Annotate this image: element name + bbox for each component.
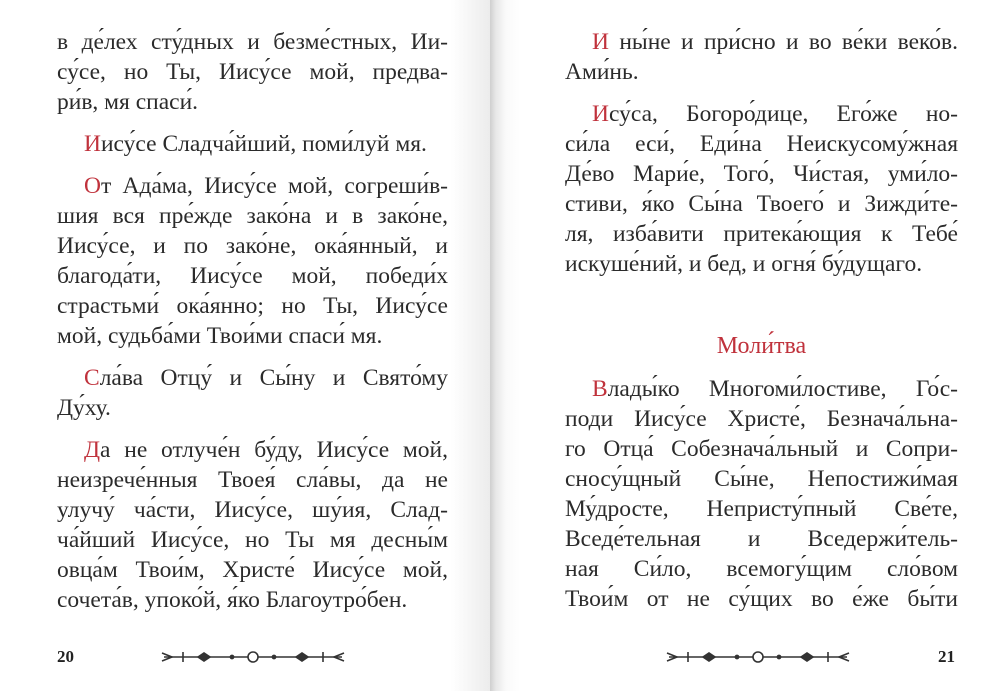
right-page-footer	[490, 645, 1000, 669]
line-text: шия вся пре́жде зако́на и в зако́не,	[57, 203, 448, 229]
paragraph	[57, 363, 448, 423]
line-text: ча́йший Иису́се, но Ты мя десны́м	[57, 527, 448, 553]
line-text: Твои́м от не су́щих во е́же бы́ти	[565, 586, 958, 612]
text-line	[565, 27, 958, 57]
ornament-divider-icon	[160, 647, 346, 667]
left-page-text	[57, 27, 448, 615]
text-line	[565, 189, 958, 219]
line-text: сносу́щный Сы́не, Непостижи́мая	[565, 466, 958, 492]
red-initial-letter: С	[84, 365, 100, 391]
paragraph	[57, 171, 448, 351]
text-line	[565, 404, 958, 434]
line-text: лады́ко Многоми́лостиве, Го́с-	[607, 376, 958, 402]
text-line	[57, 555, 448, 585]
text-line	[565, 219, 958, 249]
text-line	[565, 494, 958, 524]
text-line	[57, 525, 448, 555]
line-text: поди Иису́се Христе́, Безнача́льна-	[565, 406, 958, 432]
text-line	[565, 99, 958, 129]
text-line	[57, 465, 448, 495]
line-text: благода́ти, Иису́се мой, победи́х	[57, 263, 448, 289]
paragraph	[57, 27, 448, 117]
line-text: ная Си́ло, всемогу́щим сло́вом	[565, 556, 958, 582]
text-line	[57, 57, 448, 87]
paragraph	[57, 129, 448, 159]
line-text: неизрече́нныя Твоея́ сла́вы, да не	[57, 467, 448, 493]
line-text: Ами́нь.	[565, 59, 639, 85]
text-line	[565, 159, 958, 189]
text-line	[57, 171, 448, 201]
text-line	[57, 435, 448, 465]
text-line	[565, 554, 958, 584]
prayer-body	[565, 374, 958, 614]
section-heading: Моли́тва	[716, 333, 807, 359]
text-line	[57, 495, 448, 525]
paragraph	[57, 435, 448, 615]
line-text: ны́не и при́сно и во ве́ки веко́в.	[608, 29, 958, 55]
text-line	[57, 231, 448, 261]
text-line	[565, 57, 958, 87]
paragraph	[565, 27, 958, 87]
line-text: ля, изба́вити притека́ющия к Тебе́	[565, 221, 958, 247]
text-line	[57, 261, 448, 291]
line-text: си́ла еси́, Еди́на Неискусому́жная	[565, 131, 958, 157]
text-line	[57, 291, 448, 321]
text-line	[57, 129, 448, 159]
left-page-footer	[0, 645, 490, 669]
line-text: го Отца́ Собезнача́льный и Сопри-	[565, 436, 958, 462]
red-initial-letter: В	[592, 376, 608, 402]
line-text: Вседе́тельная и Вседержи́тель-	[565, 526, 958, 552]
line-text: су́се, но Ты, Иису́се мой, предва-	[57, 59, 448, 85]
line-text: Де́во Мари́е, Того́, Чи́стая, уми́ло-	[565, 161, 958, 187]
line-text: Ду́ху.	[57, 395, 111, 421]
line-text: а не отлуче́н бу́ду, Иису́се мой,	[100, 437, 448, 463]
right-page-text	[565, 27, 958, 614]
paragraph	[565, 99, 958, 279]
text-line	[565, 584, 958, 614]
text-line	[57, 585, 448, 615]
ornament-divider-icon	[665, 647, 851, 667]
red-initial-letter: О	[84, 173, 101, 199]
line-text: ри́в, мя спаси́.	[57, 89, 199, 115]
line-text: страстьми́ ока́янно; но Ты, Иису́се	[57, 293, 448, 319]
line-text: стиви, я́ко Сы́на Твоего́ и Зижди́те-	[565, 191, 958, 217]
text-line	[565, 129, 958, 159]
page-number: 20	[57, 647, 74, 666]
line-text: улучу́ ча́сти, Иису́се, шу́ия, Слад-	[57, 497, 448, 523]
line-text: искуше́ний, и бед, и огня́ бу́дущаго.	[565, 251, 923, 277]
line-text: овца́м Твои́м, Христе́ Иису́се мой,	[57, 557, 448, 583]
red-initial-letter: И	[84, 131, 101, 157]
line-text: т Ада́ма, Иису́се мой, согреши́в-	[100, 173, 448, 199]
text-line	[57, 393, 448, 423]
line-text: ла́ва Отцу́ и Сы́ну и Свято́му	[99, 365, 448, 391]
right-page	[490, 0, 1000, 691]
red-initial-letter: И	[592, 29, 609, 55]
red-initial-letter: Д	[84, 437, 101, 463]
text-line	[565, 249, 958, 279]
line-text: в де́лех сту́дных и безме́стных, Ии-	[57, 29, 448, 55]
text-line	[57, 87, 448, 117]
line-text: мой, судьба́ми Твои́ми спаси́ мя.	[57, 323, 383, 349]
text-line	[565, 524, 958, 554]
text-line	[57, 27, 448, 57]
text-line	[57, 201, 448, 231]
line-text: ису́се Сладча́йший, поми́луй мя.	[100, 131, 427, 157]
text-line	[565, 374, 958, 404]
page-number: 21	[938, 647, 955, 666]
line-text: Му́дросте, Непристу́пный Све́те,	[565, 496, 958, 522]
text-line	[565, 464, 958, 494]
text-line	[57, 321, 448, 351]
line-text: су́са, Богоро́дице, Его́же но-	[608, 101, 958, 127]
red-initial-letter: И	[592, 101, 609, 127]
text-line	[565, 434, 958, 464]
paragraph	[565, 374, 958, 614]
line-text: Иису́се, и по зако́не, ока́янный, и	[57, 233, 448, 259]
left-page	[0, 0, 490, 691]
text-line	[57, 363, 448, 393]
line-text: сочета́в, упоко́й, я́ко Благоутро́бен.	[57, 587, 408, 613]
